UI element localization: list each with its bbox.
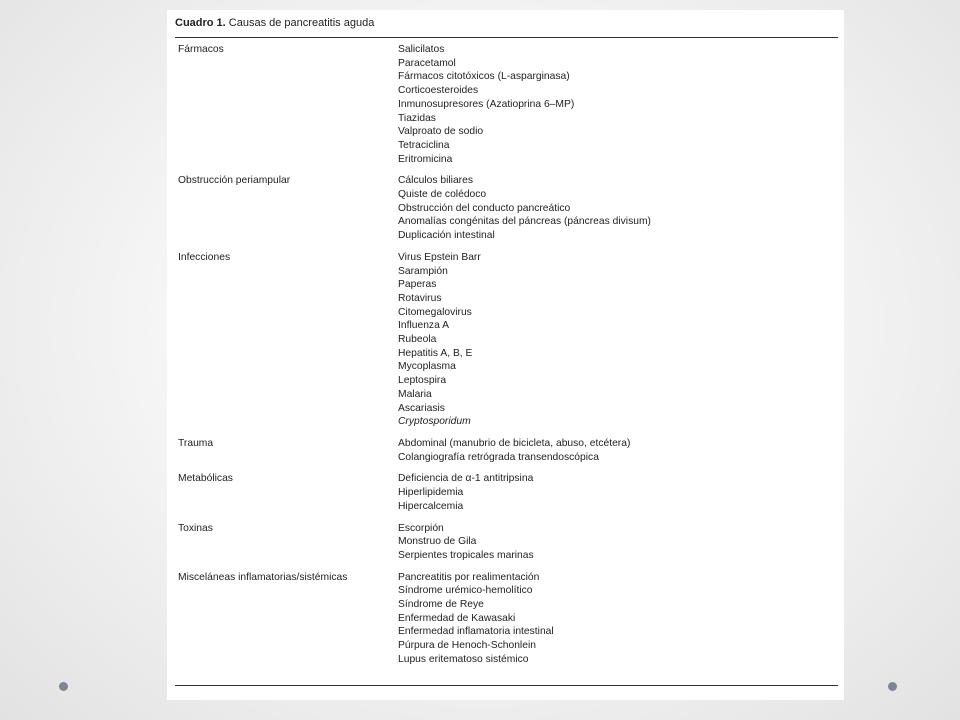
cause-item: Rubeola [398, 334, 437, 346]
cause-item: Serpientes tropicales marinas [398, 549, 534, 561]
cause-item: Púrpura de Henoch-Schonlein [398, 640, 536, 652]
table-row [178, 522, 838, 563]
row-cause-list [398, 174, 651, 243]
row-category: Fármacos [178, 44, 224, 55]
slide-decoration-dot-right [888, 682, 897, 691]
row-category: Misceláneas inflamatorias/sistémicas [178, 571, 348, 583]
caption-text: Causas de pancreatitis aguda [225, 17, 375, 29]
cause-item: Salicilatos [398, 44, 445, 55]
row-category: Infecciones [178, 251, 231, 263]
row-cause-list [398, 472, 533, 513]
cause-item: Rotavirus [398, 292, 442, 304]
cause-item: Tetraciclina [398, 139, 450, 151]
table-row [178, 437, 838, 464]
cause-item: Virus Epstein Barr [398, 251, 481, 263]
cause-item: Fármacos citotóxicos (L-asparginasa) [398, 71, 570, 83]
cause-item: Cryptosporidum [398, 416, 471, 428]
cause-item: Hepatitis A, B, E [398, 347, 473, 359]
table-row [178, 472, 838, 513]
cause-item: Inmunosupresores (Azatioprina 6–MP) [398, 98, 575, 110]
cause-item: Sarampión [398, 265, 448, 277]
cause-item: Obstrucción del conducto pancreático [398, 202, 571, 214]
cause-item: Anomalías congénitas del páncreas (páncreas divisum) [398, 216, 651, 228]
cause-item: Enfermedad inflamatoria intestinal [398, 626, 554, 638]
row-cause-list [398, 571, 554, 667]
cause-item: Abdominal (manubrio de bicicleta, abuso, etcétera) [398, 437, 631, 449]
cause-item: Paperas [398, 279, 437, 291]
table-body [178, 43, 838, 675]
table-row [178, 43, 838, 166]
cause-item: Ascariasis [398, 402, 445, 414]
cause-item: Enfermedad de Kawasaki [398, 612, 516, 624]
cause-item: Lupus eritematoso sistémico [398, 653, 529, 665]
cause-item: Escorpión [398, 522, 444, 534]
table-bottom-rule [175, 685, 838, 686]
slide-decoration-dot-left [59, 682, 68, 691]
row-category: Trauma [178, 437, 214, 449]
cause-item: Pancreatitis por realimentación [398, 571, 540, 583]
cause-item: Hipercalcemia [398, 500, 464, 512]
cause-item: Tiazidas [398, 112, 436, 124]
cause-item: Síndrome de Reye [398, 599, 484, 611]
cause-item: Eritromicina [398, 153, 453, 165]
cause-item: Corticoesteroides [398, 85, 479, 97]
cause-item: Citomegalovirus [398, 306, 472, 318]
cause-item: Influenza A [398, 320, 449, 332]
cause-item: Deficiencia de α-1 antitripsina [398, 473, 534, 485]
cause-item: Monstruo de Gila [398, 536, 477, 548]
row-cause-list [398, 43, 574, 166]
cause-item: Síndrome urémico-hemolítico [398, 585, 533, 597]
row-category: Obstrucción periampular [178, 175, 291, 187]
cause-item: Malaria [398, 388, 432, 400]
table-top-rule [175, 37, 838, 38]
table-row [178, 174, 838, 243]
row-category: Metabólicas [178, 473, 233, 485]
cause-item: Paracetamol [398, 57, 456, 69]
cause-item: Colangiografía retrógrada transendoscópica [398, 451, 599, 463]
caption-label: Cuadro 1. [175, 17, 226, 29]
table-row [178, 571, 838, 667]
row-category: Toxinas [178, 522, 213, 534]
cause-item: Cálculos biliares [398, 175, 473, 187]
row-cause-list [398, 437, 630, 464]
row-cause-list [398, 251, 481, 429]
cause-item: Valproato de sodio [398, 126, 484, 138]
row-cause-list [398, 522, 534, 563]
cause-item: Duplicación intestinal [398, 230, 495, 242]
cause-item: Quiste de colédoco [398, 189, 487, 201]
table-caption [175, 17, 374, 29]
cause-item: Mycoplasma [398, 361, 456, 373]
cause-item: Leptospira [398, 375, 447, 387]
cause-item: Hiperlipidemia [398, 487, 464, 499]
table-row [178, 251, 838, 429]
table-document [167, 10, 844, 700]
